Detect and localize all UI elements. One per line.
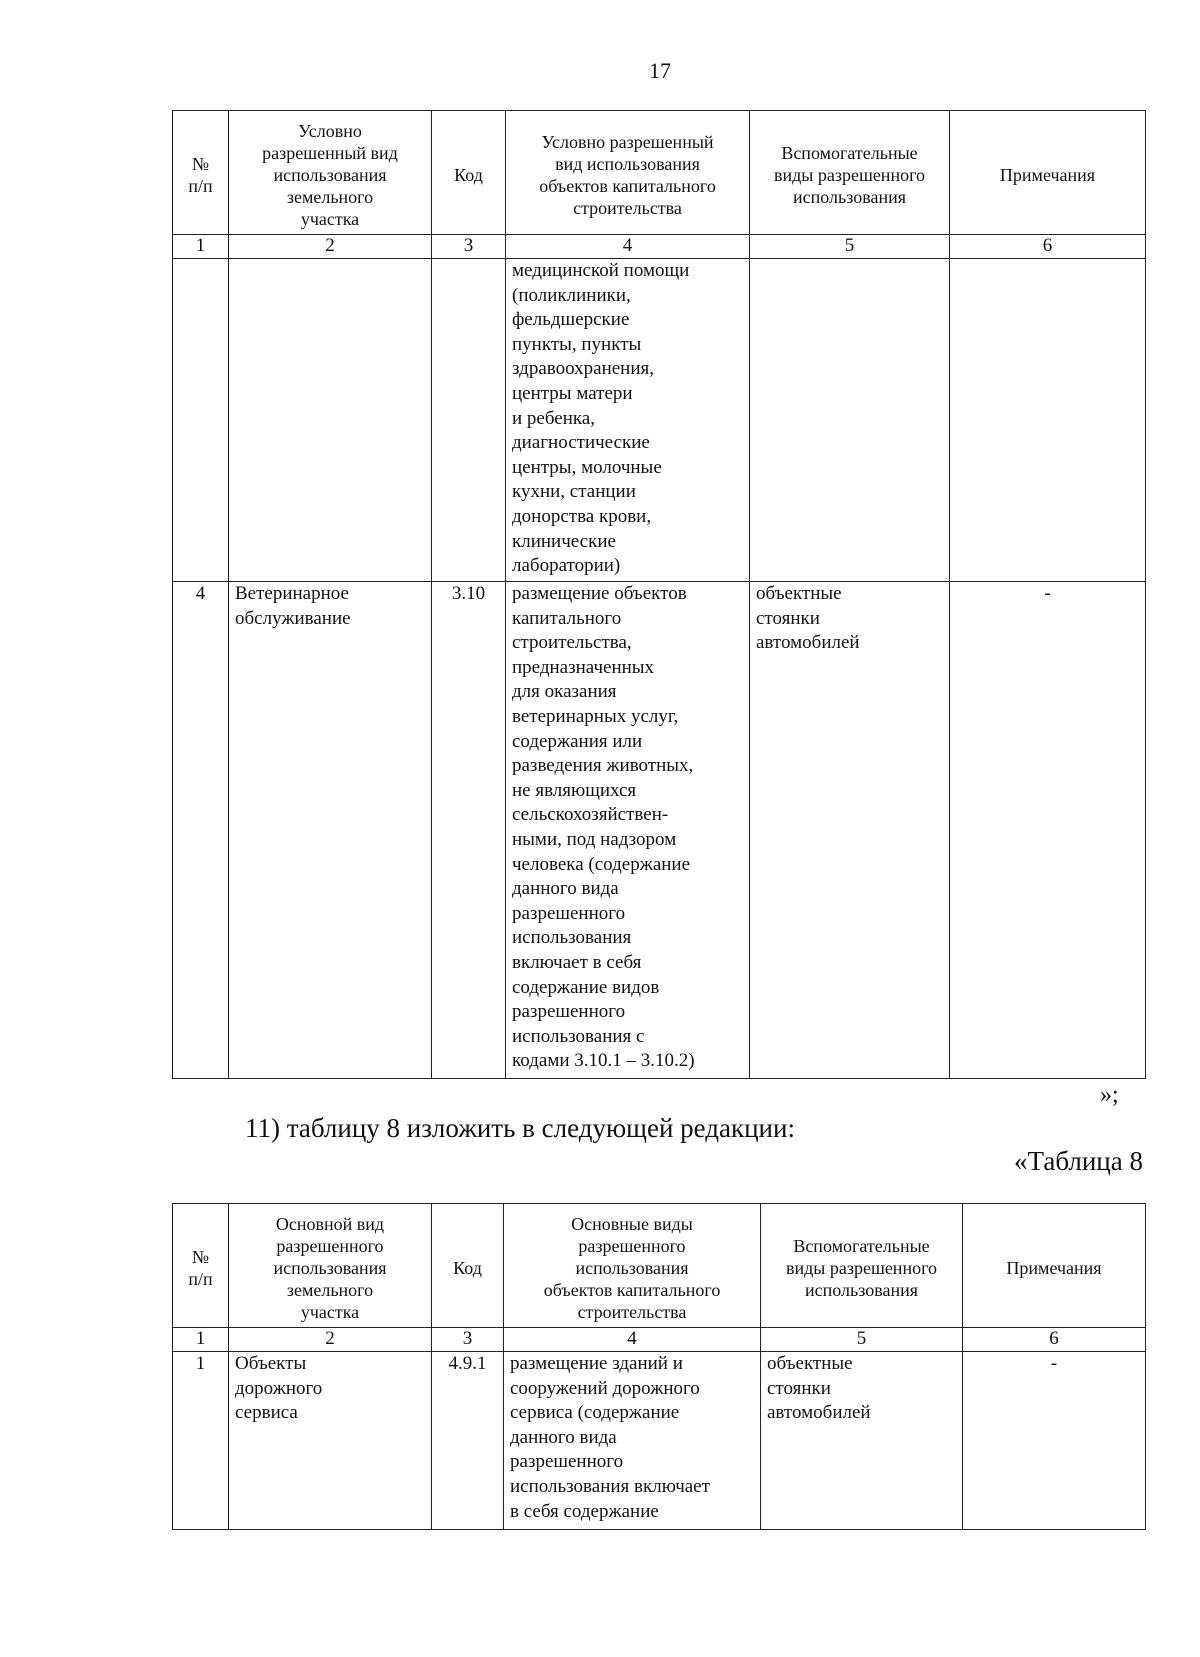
column-number-row bbox=[173, 1328, 1146, 1352]
row-auxiliary: объектные стоянки автомобилей bbox=[750, 582, 950, 1079]
row-description: размещение объектов капитального строительства, предназначенных для оказания ветеринарных услуг, содержания или разведения животных, не являющихся сельскохозяйствен- ными, под надзором человека (содержание данного вида разрешенного использования включает в себя содержание видов разрешенного использования с кодами 3.10.1 – 3.10.2) bbox=[506, 582, 750, 1079]
column-number: 4 bbox=[504, 1328, 761, 1352]
amendment-instruction: 11) таблицу 8 изложить в следующей редакции: bbox=[245, 1113, 795, 1143]
row-land-use bbox=[229, 259, 432, 582]
table-header-row bbox=[173, 1204, 1146, 1328]
column-number: 6 bbox=[950, 235, 1146, 259]
row-code: 3.10 bbox=[432, 582, 506, 1079]
header-construction-use: Условно разрешенный вид использования объектов капитального строительства bbox=[506, 111, 750, 235]
column-number: 3 bbox=[432, 1328, 504, 1352]
column-number: 5 bbox=[761, 1328, 963, 1352]
column-number-row bbox=[173, 235, 1146, 259]
header-land-use: Условно разрешенный вид использования земельного участка bbox=[229, 111, 432, 235]
table-row bbox=[173, 1352, 1146, 1530]
header-auxiliary: Вспомогательные виды разрешенного использования bbox=[750, 111, 950, 235]
row-number: 1 bbox=[173, 1352, 229, 1530]
table-caption: «Таблица 8 bbox=[1014, 1146, 1143, 1176]
row-number: 4 bbox=[173, 582, 229, 1079]
column-number: 2 bbox=[229, 235, 432, 259]
header-code: Код bbox=[432, 1204, 504, 1328]
row-land-use: Ветеринарное обслуживание bbox=[229, 582, 432, 1079]
table-header-row bbox=[173, 111, 1146, 235]
column-number: 3 bbox=[432, 235, 506, 259]
row-auxiliary: объектные стоянки автомобилей bbox=[761, 1352, 963, 1530]
header-number: № п/п bbox=[173, 111, 229, 235]
table-conditional-uses bbox=[172, 110, 1146, 1079]
column-number: 4 bbox=[506, 235, 750, 259]
table-row bbox=[173, 582, 1146, 1079]
header-auxiliary: Вспомогательные виды разрешенного использования bbox=[761, 1204, 963, 1328]
column-number: 5 bbox=[750, 235, 950, 259]
column-number: 2 bbox=[229, 1328, 432, 1352]
header-number: № п/п bbox=[173, 1204, 229, 1328]
column-number: 6 bbox=[963, 1328, 1146, 1352]
row-code bbox=[432, 259, 506, 582]
header-code: Код bbox=[432, 111, 506, 235]
column-number: 1 bbox=[173, 1328, 229, 1352]
table-row bbox=[173, 259, 1146, 582]
header-construction-use: Основные виды разрешенного использования объектов капитального строительства bbox=[504, 1204, 761, 1328]
row-description: размещение зданий и сооружений дорожного сервиса (содержание данного вида разрешенного использования включает в себя содержание bbox=[504, 1352, 761, 1530]
header-notes: Примечания bbox=[950, 111, 1146, 235]
row-notes: - bbox=[950, 582, 1146, 1079]
row-land-use: Объекты дорожного сервиса bbox=[229, 1352, 432, 1530]
row-code: 4.9.1 bbox=[432, 1352, 504, 1530]
page-number: 17 bbox=[649, 58, 671, 83]
table-main-uses bbox=[172, 1203, 1146, 1530]
row-number bbox=[173, 259, 229, 582]
closing-quote: »; bbox=[1100, 1082, 1119, 1108]
row-description: медицинской помощи (поликлиники, фельдшерские пункты, пункты здравоохранения, центры матери и ребенка, диагностические центры, молочные кухни, станции донорства крови, клинические лаборатории) bbox=[506, 259, 750, 582]
row-notes: - bbox=[963, 1352, 1146, 1530]
column-number: 1 bbox=[173, 235, 229, 259]
header-notes: Примечания bbox=[963, 1204, 1146, 1328]
row-notes bbox=[950, 259, 1146, 582]
header-land-use: Основной вид разрешенного использования земельного участка bbox=[229, 1204, 432, 1328]
row-auxiliary bbox=[750, 259, 950, 582]
